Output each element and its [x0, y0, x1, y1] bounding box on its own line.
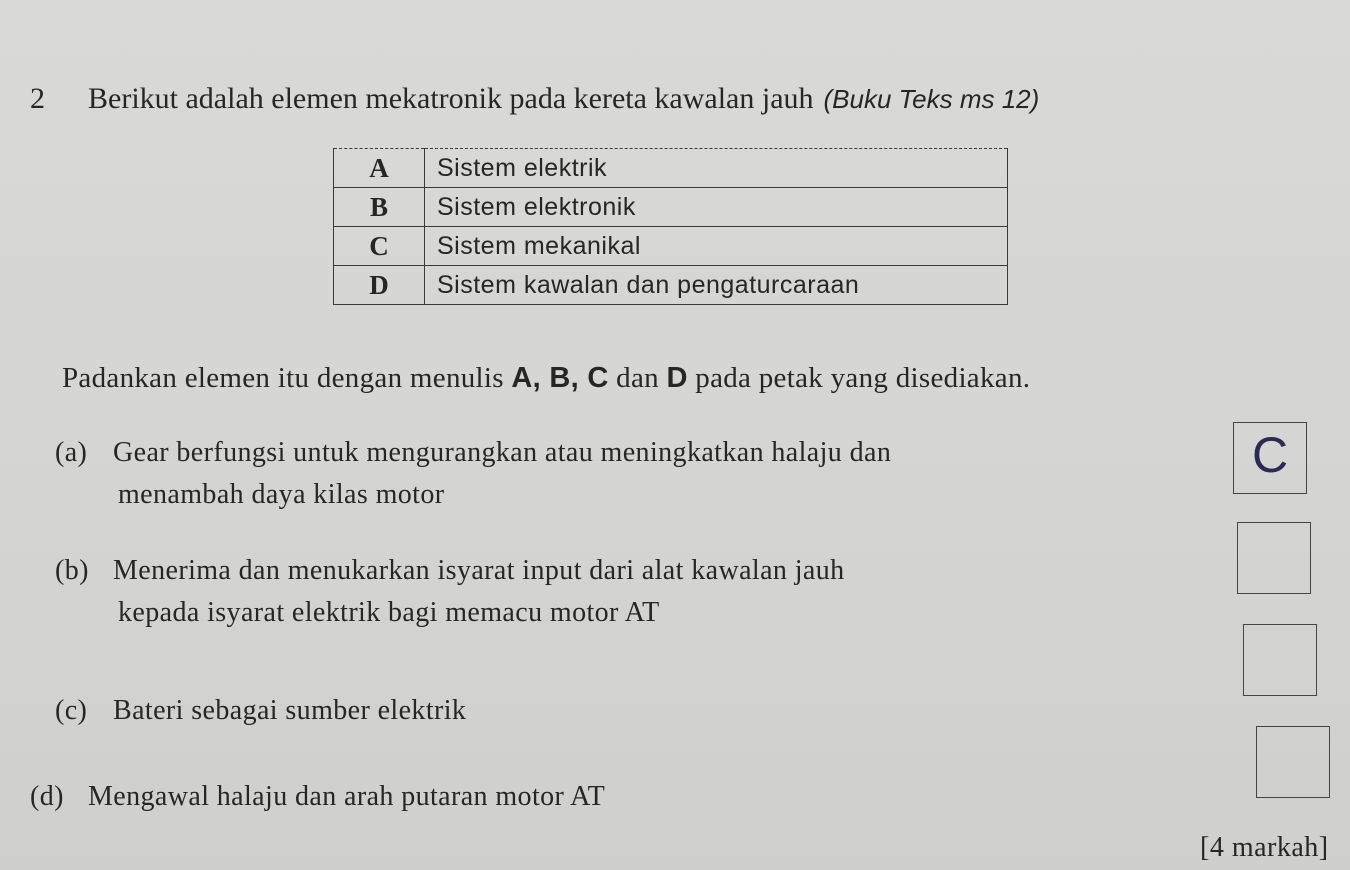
- item-text-line1: Menerima dan menukarkan isyarat input dari alat kawalan jauh: [113, 555, 845, 586]
- instruction-part: pada petak yang disediakan.: [687, 362, 1031, 394]
- item-text-line2: kepada isyarat elektrik bagi memacu motor AT: [118, 597, 660, 628]
- answer-box-b[interactable]: [1237, 522, 1311, 594]
- textbook-reference: (Buku Teks ms 12): [823, 84, 1040, 114]
- answer-box-c[interactable]: [1243, 624, 1317, 696]
- item-text-line1: Mengawal halaju dan arah putaran motor AT: [88, 781, 606, 812]
- item-text-line1: Gear berfungsi untuk mengurangkan atau meningkatkan halaju dan: [113, 437, 892, 468]
- element-description: Sistem elektrik: [425, 149, 1008, 188]
- item-label: (a): [55, 437, 88, 468]
- item-d: [30, 776, 605, 818]
- item-b: [55, 550, 845, 634]
- question-number: 2: [30, 82, 45, 115]
- element-letter: D: [334, 266, 425, 305]
- table-row: [334, 188, 1008, 227]
- marks-label: [4 markah]: [1200, 832, 1329, 863]
- item-text-line1: Bateri sebagai sumber elektrik: [113, 695, 467, 726]
- item-c: [55, 690, 466, 732]
- table-row: [334, 266, 1008, 305]
- table-row: [334, 149, 1008, 188]
- item-a: [55, 432, 891, 516]
- element-letter: C: [334, 227, 425, 266]
- answer-box-a[interactable]: [1233, 422, 1307, 494]
- instruction-part: Padankan elemen itu dengan menulis: [62, 362, 512, 394]
- handwritten-answer: C: [1251, 427, 1289, 483]
- element-description: Sistem kawalan dan pengaturcaraan: [425, 266, 1008, 305]
- table-row: [334, 227, 1008, 266]
- item-label: (b): [55, 555, 89, 586]
- item-text-line2: menambah daya kilas motor: [118, 479, 445, 510]
- element-description: Sistem elektronik: [425, 188, 1008, 227]
- item-label: (d): [30, 781, 64, 812]
- item-label: (c): [55, 695, 88, 726]
- element-letter: B: [334, 188, 425, 227]
- question-stem: Berikut adalah elemen mekatronik pada kereta kawalan jauh: [88, 82, 814, 115]
- question-text: [88, 82, 1039, 116]
- instruction-text: [62, 362, 1030, 395]
- instruction-letters: A, B, C: [511, 362, 609, 394]
- instruction-letter: D: [666, 362, 688, 394]
- elements-table: [333, 148, 1008, 305]
- answer-box-d[interactable]: [1256, 726, 1330, 798]
- instruction-part: dan: [608, 362, 667, 394]
- element-description: Sistem mekanikal: [425, 227, 1008, 266]
- element-letter: A: [334, 149, 425, 188]
